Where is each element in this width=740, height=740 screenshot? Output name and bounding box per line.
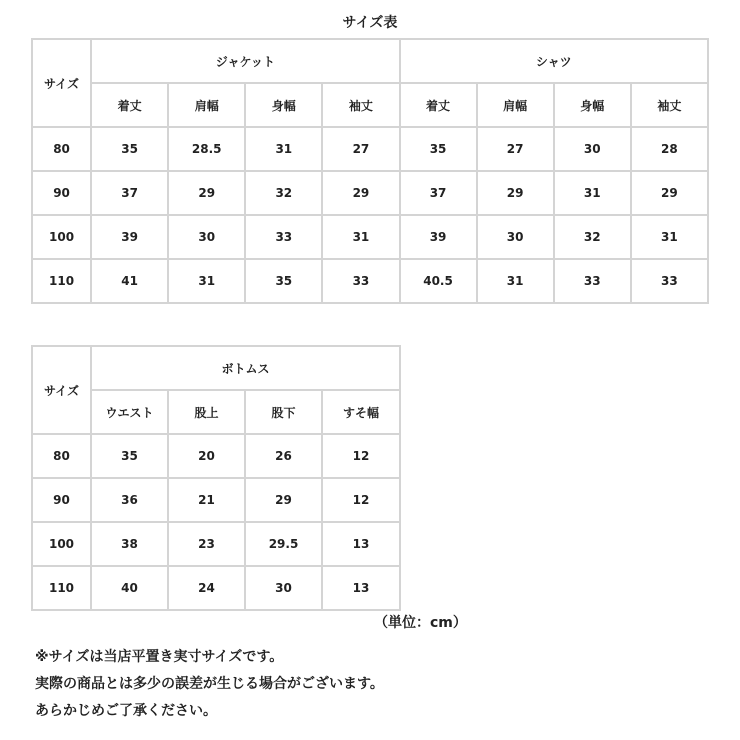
value-cell: 33	[322, 259, 399, 303]
value-cell: 29	[245, 478, 322, 522]
value-cell: 29	[322, 171, 399, 215]
table-row	[32, 215, 708, 259]
value-cell: 32	[554, 215, 631, 259]
value-cell: 30	[554, 127, 631, 171]
table-row	[32, 434, 400, 478]
value-cell: 31	[322, 215, 399, 259]
value-cell: 20	[168, 434, 245, 478]
size-cell: 110	[32, 259, 91, 303]
group-header-bottoms: ボトムス	[91, 346, 400, 390]
size-cell: 90	[32, 171, 91, 215]
table-row	[32, 566, 400, 610]
value-cell: 31	[631, 215, 708, 259]
column-header: 袖丈	[322, 83, 399, 127]
column-header: 身幅	[554, 83, 631, 127]
size-cell: 80	[32, 127, 91, 171]
column-header: ウエスト	[91, 390, 168, 434]
value-cell: 31	[245, 127, 322, 171]
value-cell: 30	[168, 215, 245, 259]
column-header: 着丈	[91, 83, 168, 127]
value-cell: 12	[322, 478, 400, 522]
value-cell: 35	[91, 127, 168, 171]
value-cell: 21	[168, 478, 245, 522]
size-table-jacket-shirt	[31, 38, 709, 304]
unit-label: （単位：cm）	[374, 615, 467, 631]
column-header: 袖丈	[631, 83, 708, 127]
value-cell: 31	[477, 259, 554, 303]
page-title: サイズ表	[342, 15, 398, 31]
value-cell: 26	[245, 434, 322, 478]
value-cell: 23	[168, 522, 245, 566]
table-row	[32, 522, 400, 566]
value-cell: 31	[168, 259, 245, 303]
value-cell: 27	[322, 127, 399, 171]
note-line: ※サイズは当店平置き実寸サイズです。	[35, 649, 284, 665]
size-header: サイズ	[32, 39, 91, 127]
value-cell: 33	[245, 215, 322, 259]
value-cell: 29	[477, 171, 554, 215]
value-cell: 40	[91, 566, 168, 610]
note-line: あらかじめご了承ください。	[35, 703, 217, 719]
value-cell: 29	[631, 171, 708, 215]
value-cell: 28.5	[168, 127, 245, 171]
column-header: 肩幅	[168, 83, 245, 127]
note-line: 実際の商品とは多少の誤差が生じる場合がございます。	[35, 676, 384, 692]
value-cell: 24	[168, 566, 245, 610]
value-cell: 39	[91, 215, 168, 259]
value-cell: 39	[400, 215, 477, 259]
value-cell: 12	[322, 434, 400, 478]
size-cell: 100	[32, 522, 91, 566]
value-cell: 38	[91, 522, 168, 566]
size-cell: 80	[32, 434, 91, 478]
value-cell: 13	[322, 522, 400, 566]
value-cell: 29.5	[245, 522, 322, 566]
value-cell: 27	[477, 127, 554, 171]
value-cell: 28	[631, 127, 708, 171]
table-row	[32, 259, 708, 303]
value-cell: 41	[91, 259, 168, 303]
group-header-jacket: ジャケット	[91, 39, 399, 83]
value-cell: 33	[631, 259, 708, 303]
column-header: 身幅	[245, 83, 322, 127]
size-table-bottoms	[31, 345, 401, 611]
size-cell: 100	[32, 215, 91, 259]
notes	[35, 644, 384, 725]
value-cell: 35	[91, 434, 168, 478]
table-row	[32, 171, 708, 215]
column-header: 股上	[168, 390, 245, 434]
value-cell: 32	[245, 171, 322, 215]
value-cell: 33	[554, 259, 631, 303]
column-header: 着丈	[400, 83, 477, 127]
value-cell: 36	[91, 478, 168, 522]
column-header: すそ幅	[322, 390, 400, 434]
table-row	[32, 478, 400, 522]
value-cell: 29	[168, 171, 245, 215]
column-header: 肩幅	[477, 83, 554, 127]
table-row	[32, 127, 708, 171]
value-cell: 31	[554, 171, 631, 215]
size-cell: 90	[32, 478, 91, 522]
column-header: 股下	[245, 390, 322, 434]
value-cell: 37	[91, 171, 168, 215]
value-cell: 30	[477, 215, 554, 259]
value-cell: 35	[400, 127, 477, 171]
size-header: サイズ	[32, 346, 91, 434]
value-cell: 13	[322, 566, 400, 610]
size-cell: 110	[32, 566, 91, 610]
group-header-shirt: シャツ	[400, 39, 709, 83]
value-cell: 40.5	[400, 259, 477, 303]
value-cell: 30	[245, 566, 322, 610]
value-cell: 35	[245, 259, 322, 303]
value-cell: 37	[400, 171, 477, 215]
